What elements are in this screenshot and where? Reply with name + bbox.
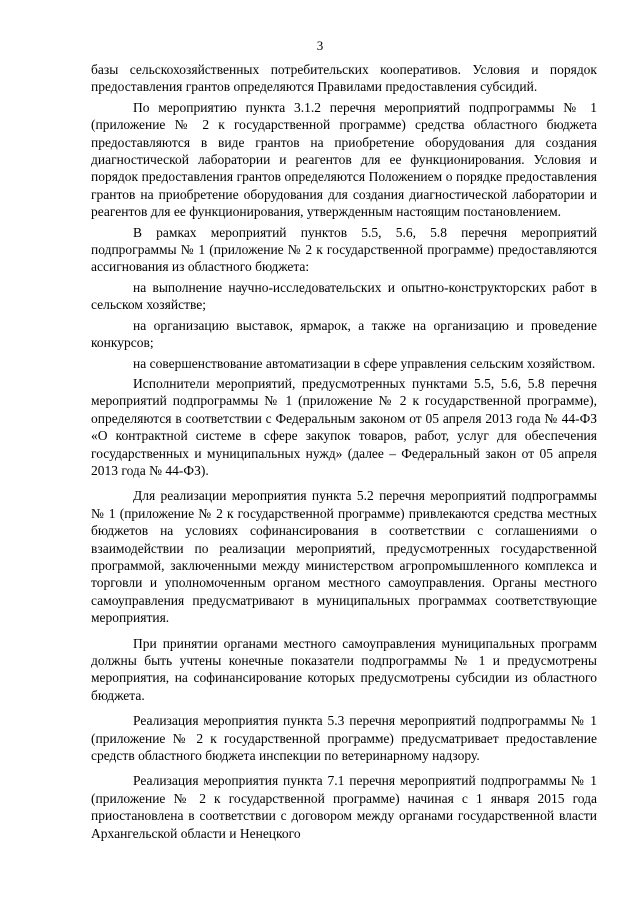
paragraph-item-7-1: Реализация мероприятия пункта 7.1 перечня мероприятий подпрограммы № 1 (приложение № 2 к государственной программе) начиная с 1 января 2015 года приостановлена в соответствии с договором между органами государственной власти Архангельской области и Ненецкого <box>91 773 597 841</box>
paragraph-item-3-1-2: По мероприятию пункта 3.1.2 перечня мероприятий подпрограммы № 1 (приложение № 2 к государственной программе) средства областного бюджета предоставляются в виде грантов на приобретение оборудования для создания диагностической лаборатории и реагентов для ее функционирования. Условия и порядок предоставления грантов определяются Положением о порядке предоставления грантов на приобретение оборудования для создания диагностической лаборатории и реагентов для ее функционирования, утвержденным настоящим постановлением. <box>91 99 597 220</box>
paragraph-cooperatives-continuation: базы сельскохозяйственных потребительских кооперативов. Условия и порядок предоставления грантов определяются Правилами предоставления субсидий. <box>91 62 597 95</box>
paragraph-item-5-3: Реализация мероприятия пункта 5.3 перечня мероприятий подпрограммы № 1 (приложение № 2 к государственной программе) предусматривает предоставление средств областного бюджета инспекции по ветеринарному надзору. <box>91 713 597 764</box>
document-body <box>91 61 597 842</box>
paragraph-exhibitions: на организацию выставок, ярмарок, а также на организацию и проведение конкурсов; <box>91 317 597 351</box>
paragraph-items-5-5-5-6-5-8: В рамках мероприятий пунктов 5.5, 5.6, 5.8 перечня мероприятий подпрограммы № 1 (приложение № 2 к государственной программе) предоставляются ассигнования из областного бюджета: <box>91 224 597 275</box>
paragraph-municipal-programs: При принятии органами местного самоуправления муниципальных программ должны быть учтены конечные показатели подпрограммы № 1 и предусмотрены мероприятия, на софинансирование которых предусмотрены субсидии из областного бюджета. <box>91 635 597 703</box>
paragraph-automation: на совершенствование автоматизации в сфере управления сельским хозяйством. <box>133 355 596 371</box>
paragraph-research-works: на выполнение научно-исследовательских и опытно-конструкторских работ в сельском хозяйстве; <box>91 279 597 313</box>
page-number: 3 <box>316 38 324 53</box>
paragraph-executors: Исполнители мероприятий, предусмотренных пунктами 5.5, 5.6, 5.8 перечня мероприятий подпрограммы № 1 (приложение № 2 к государственной программе), определяются в соответствии с Федеральным законом от 05 апреля 2013 года № 44-ФЗ «О контрактной системе в сфере закупок товаров, работ, услуг для обеспечения государственных и муниципальных нужд» (далее – Федеральный закон от 05 апреля 2013 года № 44-ФЗ). <box>91 375 597 478</box>
paragraph-item-5-2: Для реализации мероприятия пункта 5.2 перечня мероприятий подпрограммы № 1 (приложение № 2 к государственной программе) привлекаются средства местных бюджетов на условиях софинансирования в соответствии с соглашениями о взаимодействии по реализации мероприятий, предусмотренных государственной программой, заключенными между министерством агропромышленного комплекса и торговли и уполномоченным органом местного самоуправления. Органы местного самоуправления предусматривают в муниципальных программах соответствующие мероприятия. <box>91 488 597 626</box>
